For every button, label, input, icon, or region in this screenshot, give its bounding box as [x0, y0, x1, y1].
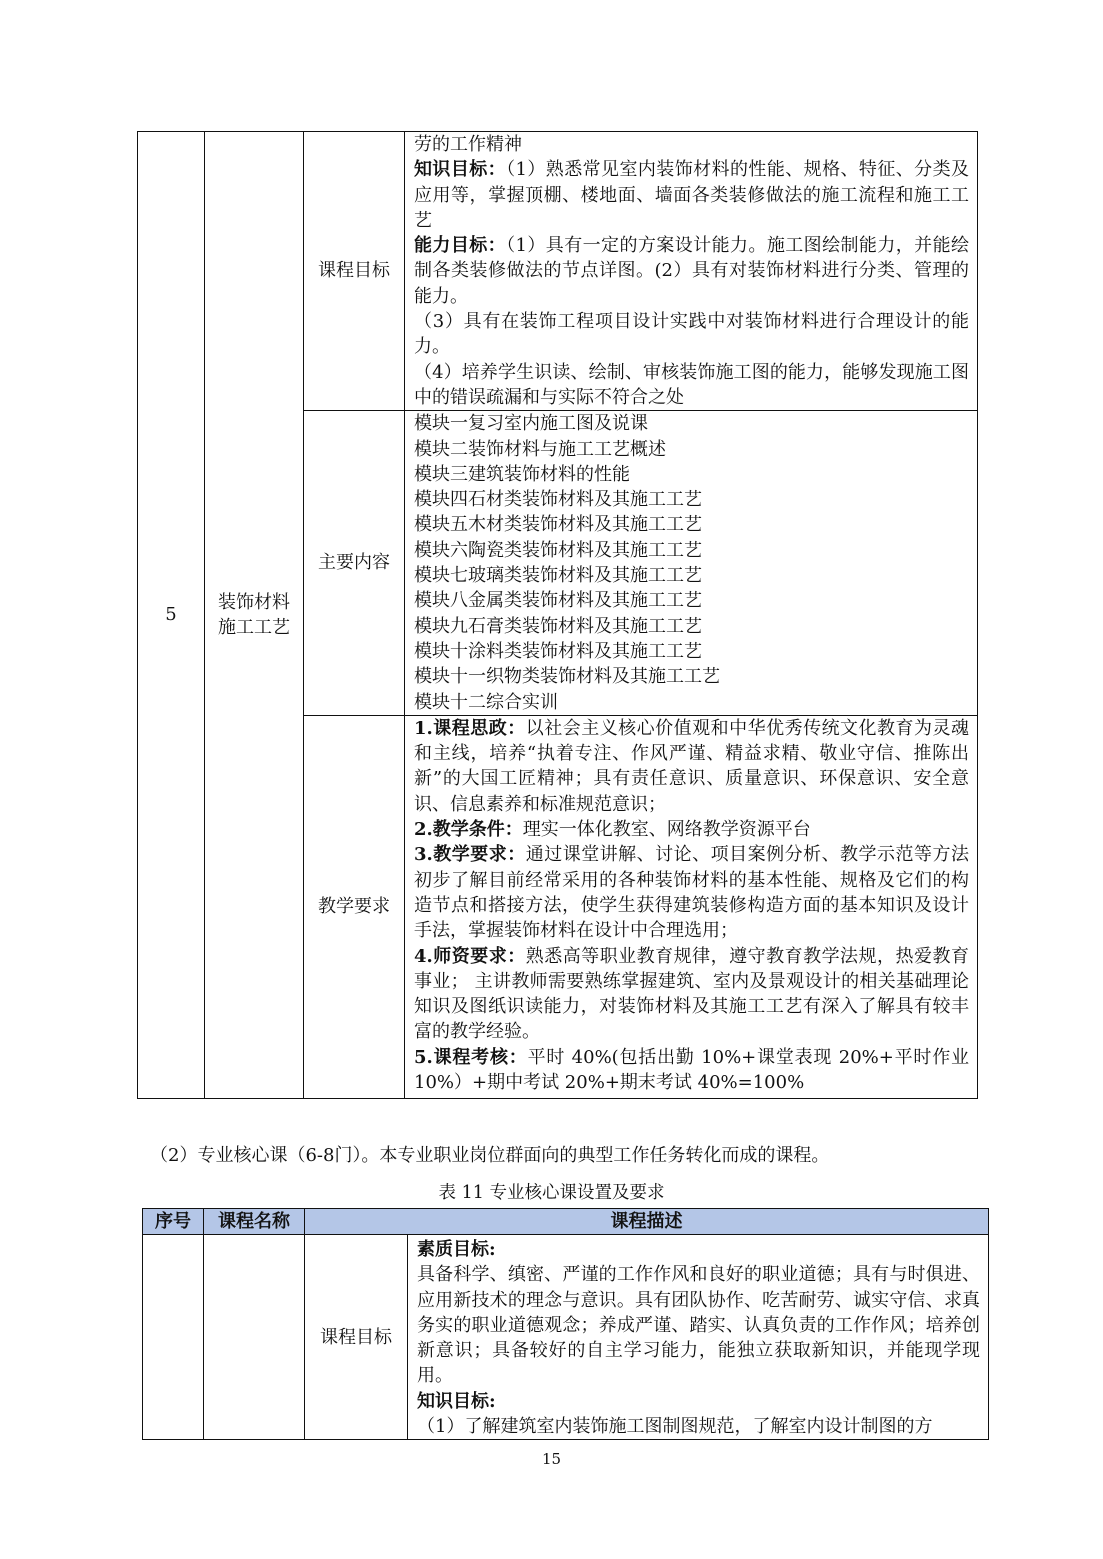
line-text: 熟悉高等职业教育规律，遵守教育教学法规，热爱教育事业； 主讲教师需要熟练掌握建筑、室内及景观设计的相关基础理论知识及图纸识读能力，对装饰材料及其施工工艺有深入了解具有较丰富的教学经验。	[414, 945, 969, 1043]
line-text: 模块十一织物类装饰材料及其施工工艺	[414, 666, 720, 688]
description-line	[414, 817, 969, 842]
description-line	[414, 309, 969, 360]
description-line	[414, 411, 969, 436]
description-line	[417, 1414, 980, 1439]
empty-cell	[204, 1235, 305, 1440]
description-line	[414, 588, 969, 613]
line-text: 具备科学、缜密、严谨的工作作风和良好的职业道德；具有与时俱进、应用新技术的理念与意识。具有团队协作、吃苦耐劳、诚实守信、求真务实的职业道德观念；养成严谨、踏实、认真负责的工作作风；培养创新意识；具备较好的自主学习能力，能独立获取新知识，并能现学现用。	[417, 1264, 980, 1387]
line-text: 劳的工作精神	[414, 134, 522, 155]
line-text: 模块一复习室内施工图及说课	[414, 413, 648, 435]
section-label-requirements: 教学要求	[304, 715, 405, 1098]
line-text: 模块四石材类装饰材料及其施工工艺	[414, 489, 702, 511]
bold-heading: 1.课程思政：	[414, 717, 526, 739]
page-number: 15	[541, 1450, 562, 1468]
bold-heading: 3.教学要求：	[414, 844, 526, 866]
description-line	[414, 360, 969, 411]
bold-heading: 4.师资要求：	[414, 945, 526, 967]
description-line	[414, 437, 969, 462]
line-text: 模块七玻璃类装饰材料及其施工工艺	[414, 565, 702, 587]
section-paragraph: （2）专业核心课（6-8门）。本专业职业岗位群面向的典型工作任务转化而成的课程。	[150, 1145, 830, 1166]
section-label-objectives: 课程目标	[305, 1235, 408, 1440]
line-text: （1）具有一定的方案设计能力。施工图绘制能力，并能绘制各类装修做法的节点详图。(2）具有对装饰材料进行分类、管理的能力。	[414, 235, 969, 307]
line-text: 平时 40%(包括出勤 10%+课堂表现 20%+平时作业 10%）+期中考试 20%+期末考试 40%=100%	[414, 1046, 970, 1093]
description-line	[417, 1389, 980, 1414]
header-course-name: 课程名称	[204, 1209, 305, 1235]
section-content-objectives	[405, 132, 978, 411]
description-line	[414, 716, 969, 817]
line-text: 通过课堂讲解、讨论、项目案例分析、教学示范等方法初步了解目前经常采用的各种装饰材料的基本性能、规格及它们的构造节点和搭接方法，使学生获得建筑装修构造方面的基本知识及设计手法，掌握装饰材料在设计中合理选用；	[414, 844, 969, 942]
course-number: 5	[138, 132, 205, 1099]
description-line	[414, 538, 969, 563]
section-content-requirements	[405, 715, 978, 1098]
line-text: 理实一体化教室、网络教学资源平台	[522, 819, 811, 841]
description-line	[414, 842, 969, 943]
description-line	[414, 462, 969, 487]
section-label-objectives: 课程目标	[304, 132, 405, 411]
table-row	[143, 1235, 989, 1440]
bold-heading: 知识目标:	[417, 1390, 496, 1412]
line-text: 模块八金属类装饰材料及其施工工艺	[414, 590, 702, 612]
description-line	[414, 233, 969, 309]
description-line	[414, 563, 969, 588]
line-text: （1）了解建筑室内装饰施工图制图规范，了解室内设计制图的方	[417, 1416, 933, 1438]
line-text: 模块十涂料类装饰材料及其施工工艺	[414, 640, 702, 662]
course-table-continued	[137, 131, 978, 1099]
line-text: （3）具有在装饰工程项目设计实践中对装饰材料进行合理设计的能力。	[414, 311, 969, 358]
line-text: （4）培养学生识读、绘制、审核装饰施工图的能力，能够发现施工图中的错误疏漏和与实际不符合之处	[414, 361, 969, 408]
line-text: 模块九石膏类装饰材料及其施工工艺	[414, 615, 702, 637]
line-text: 模块三建筑装饰材料的性能	[414, 463, 630, 485]
line-text: 模块六陶瓷类装饰材料及其施工工艺	[414, 539, 702, 561]
line-text: 以社会主义核心价值观和中华优秀传统文化教育为灵魂和主线，培养“执着专注、作风严谨、精益求精、敬业守信、推陈出新”的大国工匠精神；具有责任意识、质量意识、环保意识、安全意识、信息素养和标准规范意识；	[414, 717, 969, 815]
description-line	[414, 664, 969, 689]
description-line	[414, 639, 969, 664]
description-line	[414, 512, 969, 537]
description-line	[414, 690, 969, 715]
table-header-row	[143, 1209, 989, 1235]
section-content-objectives	[408, 1235, 989, 1440]
bold-heading: 5.课程考核：	[414, 1046, 528, 1068]
description-line	[414, 487, 969, 512]
description-line	[414, 157, 969, 233]
description-line	[414, 132, 969, 157]
header-course-description: 课程描述	[305, 1209, 989, 1235]
table-caption: 表 11 专业核心课设置及要求	[438, 1183, 665, 1203]
description-line	[414, 1045, 969, 1096]
description-line	[417, 1262, 980, 1388]
line-text: （1）熟悉常见室内装饰材料的性能、规格、特征、分类及应用等，掌握顶棚、楼地面、墙面各类装修做法的施工流程和施工工艺	[414, 159, 969, 231]
section-label-content: 主要内容	[304, 411, 405, 716]
bold-heading: 知识目标：	[414, 159, 507, 181]
table-row	[138, 132, 978, 411]
line-text: 模块五木材类装饰材料及其施工工艺	[414, 514, 702, 536]
section-content-modules	[405, 411, 978, 716]
line-text: 模块二装饰材料与施工工艺概述	[414, 438, 666, 460]
header-number: 序号	[143, 1209, 204, 1235]
bold-heading: 素质目标:	[417, 1239, 496, 1260]
description-line	[414, 944, 969, 1045]
bold-heading: 2.教学条件：	[414, 819, 523, 841]
course-name: 装饰材料施工工艺	[205, 132, 304, 1099]
description-line	[417, 1237, 980, 1262]
description-line	[414, 614, 969, 639]
empty-cell	[143, 1235, 204, 1440]
bold-heading: 能力目标：	[414, 235, 507, 257]
core-course-table	[142, 1208, 989, 1440]
line-text: 模块十二综合实训	[414, 691, 558, 713]
